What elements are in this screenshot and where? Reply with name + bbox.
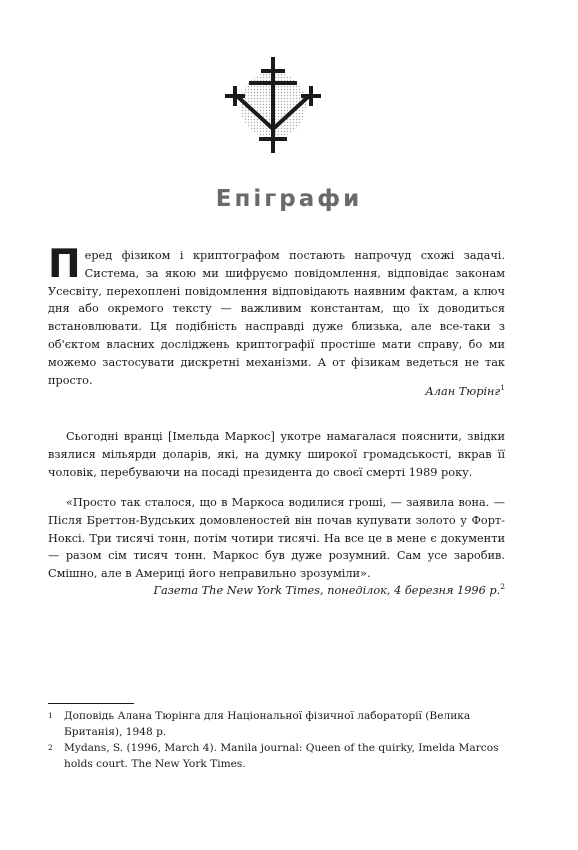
epigraph-nyt-paragraph-2: «Просто так сталося, що в Маркоса водилися гроші, — заявила вона. — Після Бреттон-Вудських домовленостей він почав купувати золото у Форт-Ноксі. Три тисячі тонн, потім чотири тисячі. На все це в мене є документи — разом сім тисяч тонн. Маркос був дуже розумний. Сам усе заробив. Смішно, але в Америці його неправильно зрозуміли». — [48, 496, 505, 581]
epigraph-turing-body: еред фізиком і криптографом постають напрочуд схожі задачі. Система, за якою ми шифруємо повідомлення, відповідає законам Усесвіту, перехоплені повідомлення відповідають наявним фактам, а ключ дня або окремого тексту — важливим константам, що їх доводиться встановлювати. Ця подібність насправді дуже близька, але все-таки з об'єктом власних досліджень криптографії простіше мати справу, бо ми можемо застосувати дискретні механізми. А от фізикам ведеться не так просто. — [48, 249, 505, 387]
footnote-ref-2: 2 — [500, 582, 505, 591]
footnote-1 — [48, 708, 505, 740]
footnote-2 — [48, 740, 505, 772]
footnote-divider — [48, 703, 134, 704]
turing-author: Алан Тюрінг — [425, 385, 501, 398]
footnote-text: Mydans, S. (1996, March 4). Manila journal: Queen of the quirky, Imelda Marcos holds court. The New York Times. — [64, 742, 499, 770]
footnote-number: 2 — [48, 743, 53, 752]
epigraph-nyt-paragraph-1: Сьогодні вранці [Імельда Маркос] укотре намагалася пояснити, звідки взялися мільярди доларів, які, на думку широкої громадськості, вкрав її чоловік, перебуваючи на посаді президента до своєї смерті 1989 року. — [48, 430, 505, 479]
footnote-text: Доповідь Алана Тюрінга для Національної фізичної лабораторії (Велика Британія), 1948 р. — [64, 710, 471, 738]
footnote-number: 1 — [48, 711, 53, 720]
epigraph-turing-attribution — [425, 385, 505, 398]
nyt-source: Газета The New York Times, понеділок, 4 березня 1996 р. — [153, 584, 501, 597]
chapter-emblem-icon — [223, 55, 353, 155]
drop-cap: П — [48, 242, 81, 287]
epigraph-nyt-attribution — [154, 584, 505, 597]
chapter-title: Епіграфи — [215, 186, 363, 212]
footnote-ref-1: 1 — [500, 383, 505, 392]
epigraph-turing-text — [48, 242, 505, 389]
